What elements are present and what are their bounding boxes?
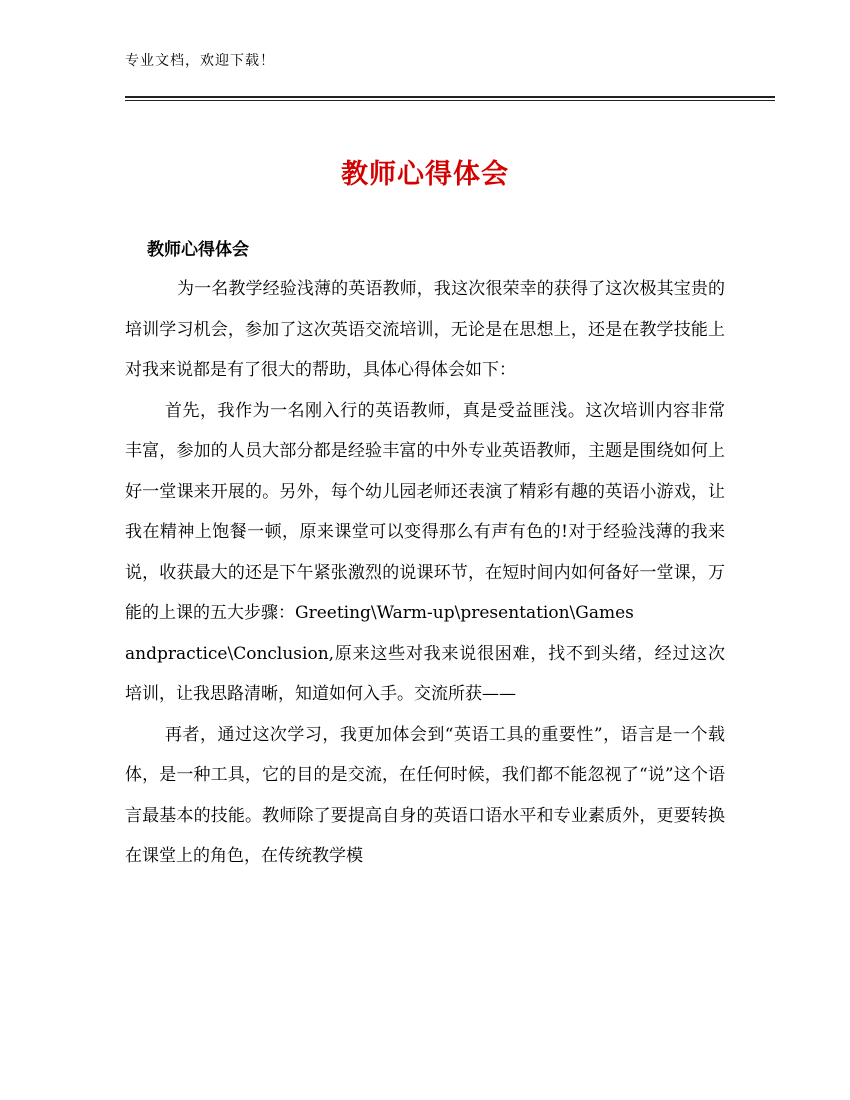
page-header-text: 专业文档，欢迎下载！	[125, 53, 275, 69]
paragraph-second: 再者，通过这次学习，我更加体会到“英语工具的重要性”，语言是一个载体，是一种工具，它的目的是交流，在任何时候，我们都不能忽视了“说”这个语言最基本的技能。教师除了要提高自身的英语口语水平和专业素质外，更要转换在课堂上的角色，在传统教学模	[125, 724, 725, 866]
header-rule-thin	[125, 100, 775, 101]
paragraph-first-continued: andpractice\Conclusion,原来这些对我来说很困难，找不到头绪，经过这次培训，让我思路清晰，知道如何入手。交流所获——	[125, 643, 725, 704]
paragraph-first: 首先，我作为一名刚入行的英语教师，真是受益匪浅。这次培训内容非常丰富，参加的人员大部分都是经验丰富的中外专业英语教师，主题是围绕如何上好一堂课来开展的。另外，每个幼儿园老师还表演了精彩有趣的英语小游戏，让我在精神上饱餐一顿，原来课堂可以变得那么有声有色的!对于经验浅薄的我来说，收获最大的还是下午紧张激烈的说课环节，在短时间内如何备好一堂课，万能的上课的五大步骤：Greeting\Warm-up\presentation\Games	[125, 400, 725, 623]
document-title: 教师心得体会	[341, 159, 509, 190]
header-rule-thick	[125, 96, 775, 98]
paragraph-intro: 为一名教学经验浅薄的英语教师，我这次很荣幸的获得了这次极其宝贵的培训学习机会，参加了这次英语交流培训，无论是在思想上，还是在教学技能上对我来说都是有了很大的帮助，具体心得体会如下：	[125, 279, 725, 380]
document-subtitle: 教师心得体会	[147, 240, 249, 260]
document-body	[125, 269, 725, 877]
